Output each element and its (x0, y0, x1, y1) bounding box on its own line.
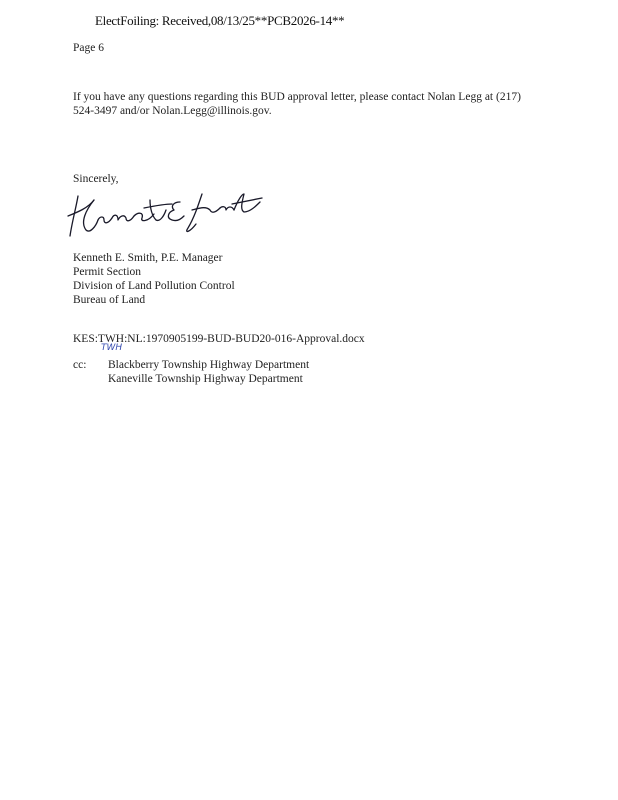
signatory-section: Permit Section (73, 266, 142, 278)
cc-recipient: Kaneville Township Highway Department (108, 373, 303, 385)
handwritten-signature (64, 186, 264, 249)
signatory-block (73, 251, 235, 307)
page-number: Page 6 (73, 42, 104, 54)
signatory-name-title: Kenneth E. Smith, P.E. Manager (73, 252, 223, 264)
cc-recipient: Blackberry Township Highway Department (108, 359, 310, 371)
filing-stamp-text: ElectFoiling: Received,08/13/25**PCB2026-14** (95, 13, 345, 28)
contact-paragraph (73, 90, 563, 118)
reference-code: KES:TWH:NL:1970905199-BUD-BUD20-016-Approval.docx (73, 333, 365, 345)
closing-salutation: Sincerely, (73, 173, 119, 185)
signature-graphic (64, 186, 264, 244)
signatory-bureau: Bureau of Land (73, 294, 146, 306)
paragraph-line-1: If you have any questions regarding this BUD approval letter, please contact Nolan Legg at (217) (73, 91, 521, 103)
cc-label: cc: (73, 359, 87, 371)
filing-stamp (95, 13, 344, 29)
signatory-division: Division of Land Pollution Control (73, 280, 235, 292)
paragraph-line-2: 524-3497 and/or Nolan.Legg@illinois.gov. (73, 105, 272, 117)
cc-recipient-list (108, 358, 309, 386)
handwritten-initials: TWH (101, 343, 123, 353)
